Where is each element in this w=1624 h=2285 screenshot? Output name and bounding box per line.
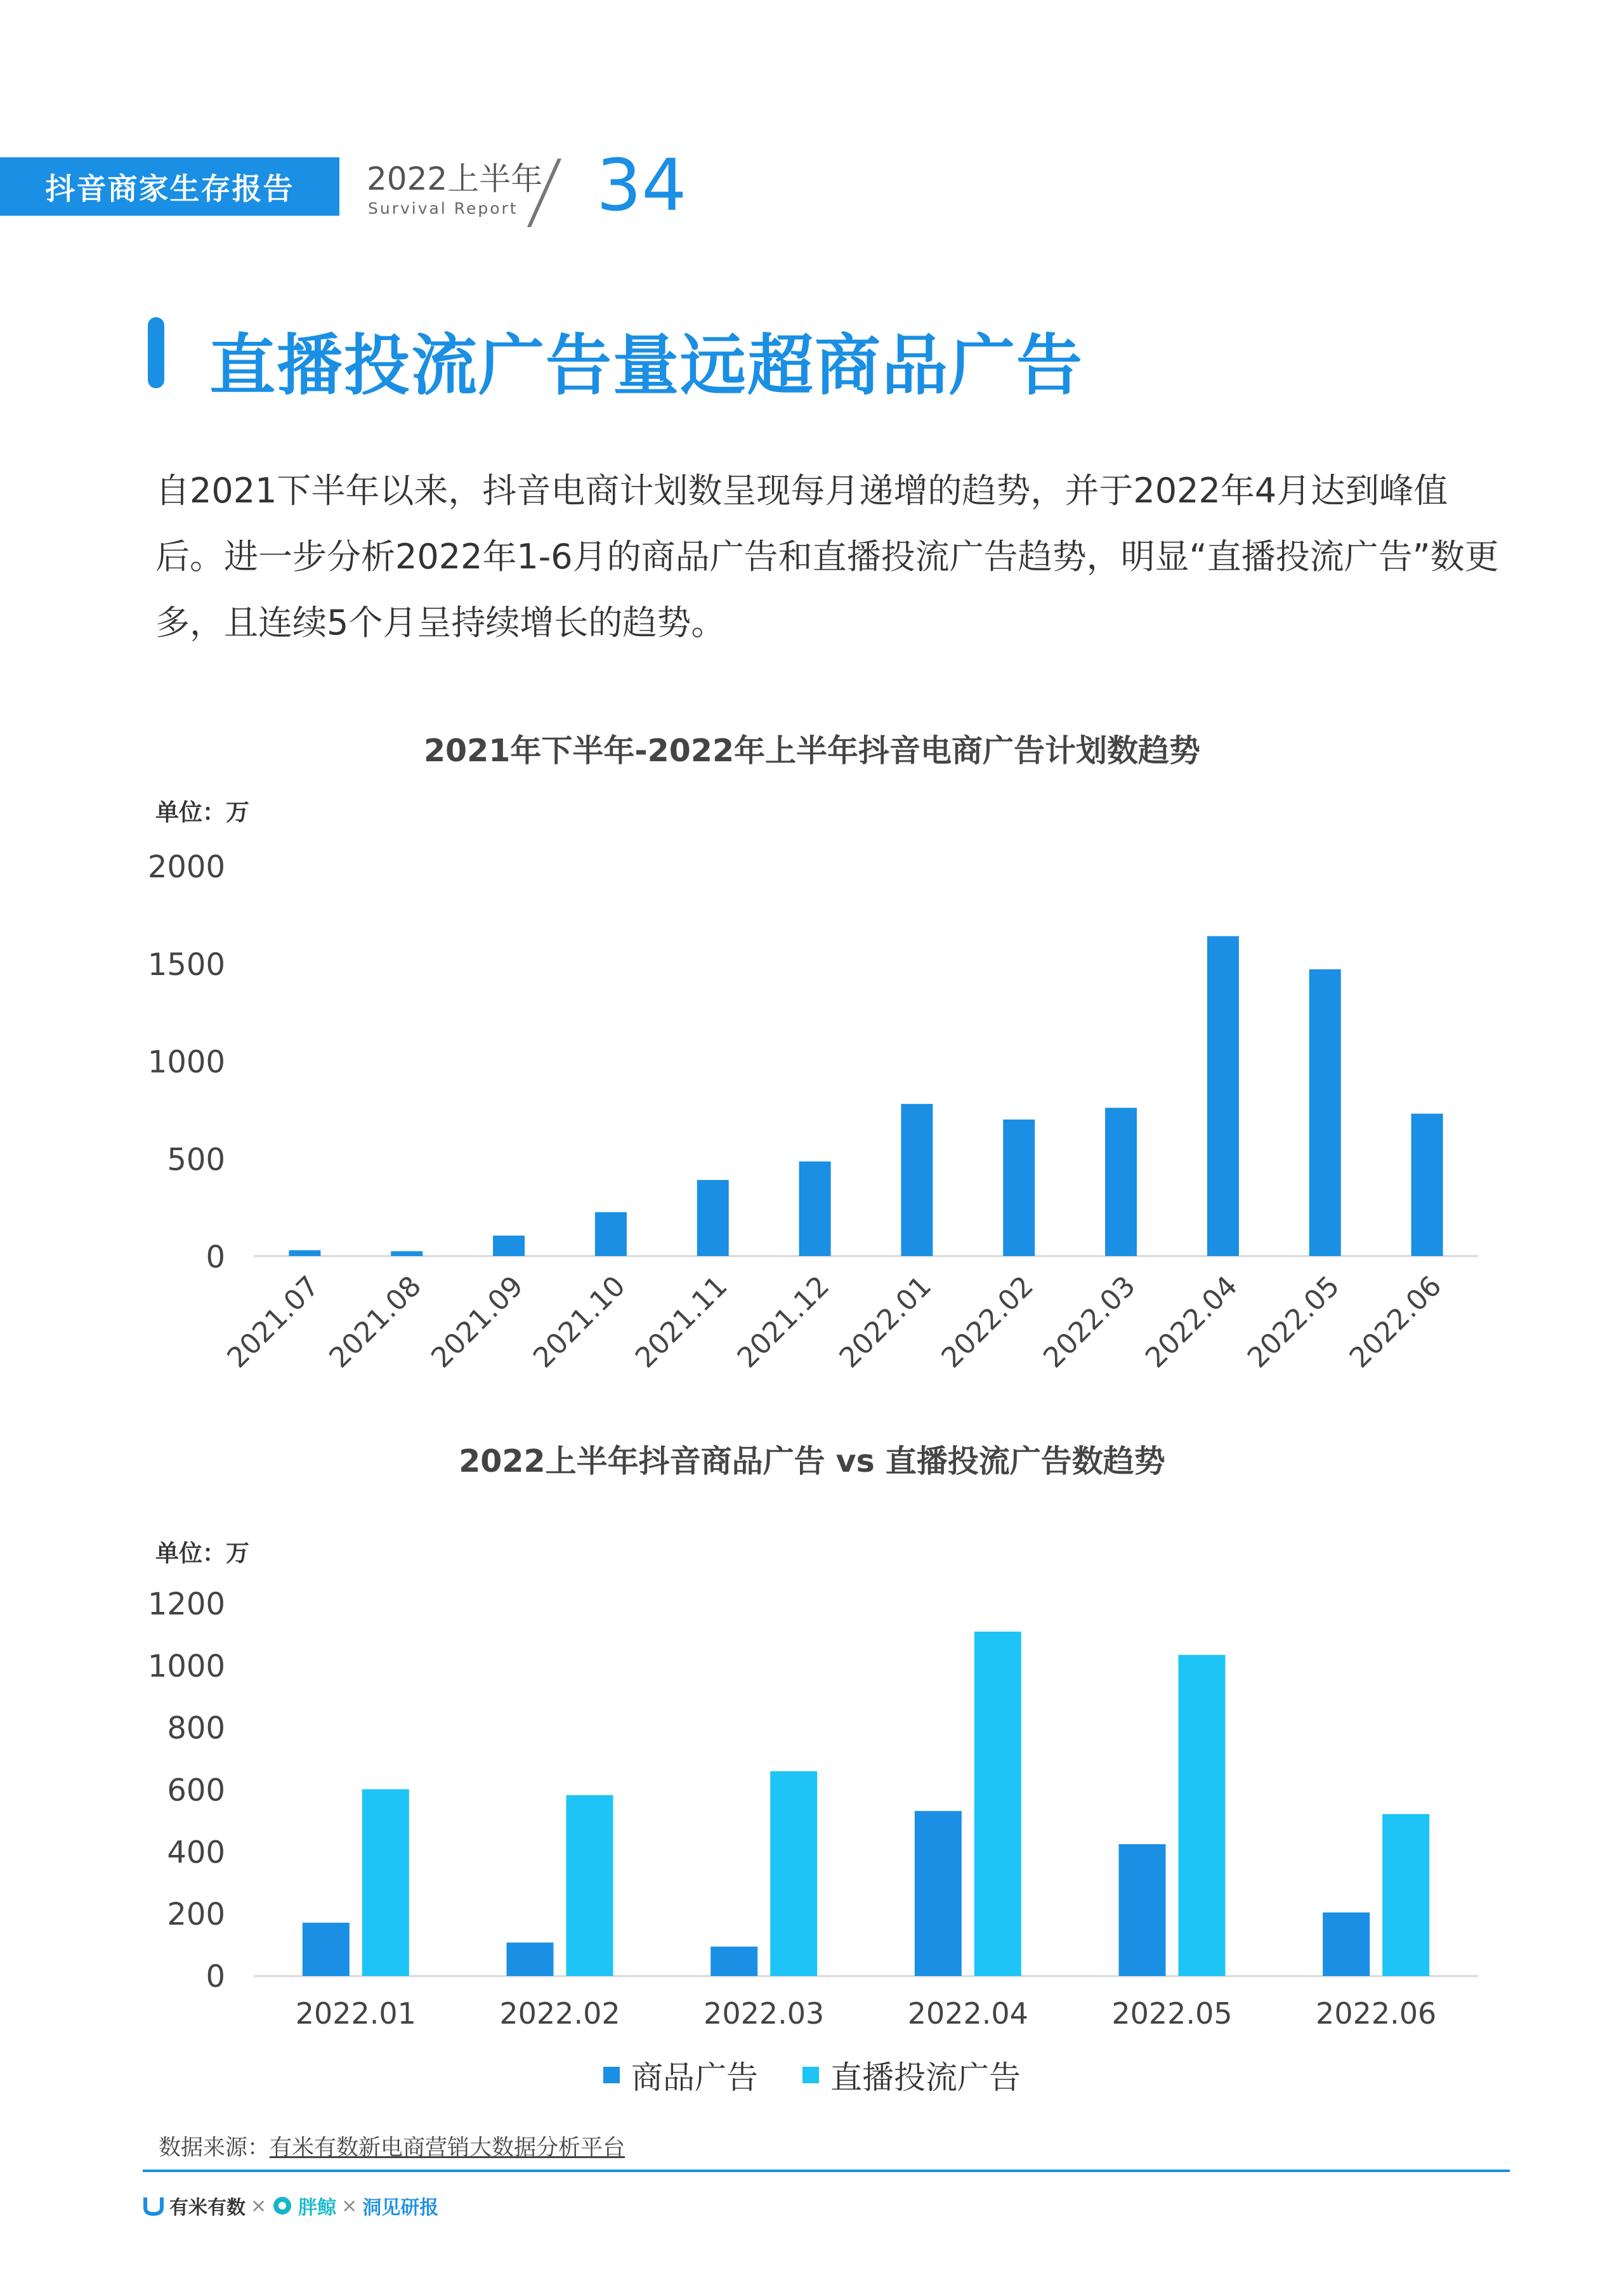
chart1-x-tick: 2022.04 — [1139, 1269, 1244, 1375]
chart2-bar-product-2022.02 — [507, 1942, 554, 1976]
chart2-title: 2022上半年抖音商品广告 vs 直播投流广告数趋势 — [459, 1443, 1165, 1479]
legend-swatch-product-ads — [603, 2067, 620, 2083]
djyanbao-logo-text: 洞见研报 — [362, 2197, 439, 2219]
chart1-bar-2022.02 — [1003, 1120, 1035, 1256]
chart2-bar-live-2022.04 — [974, 1632, 1021, 1976]
chart1-x-tick: 2021.08 — [323, 1269, 428, 1375]
partner-logos — [143, 2192, 438, 2220]
title-accent-bar — [148, 317, 164, 388]
legend-item-live-ads — [802, 2052, 1021, 2098]
chart2-unit-label: 单位：万 — [155, 1540, 249, 1567]
chart2-grouped-bar-chart — [0, 1554, 1624, 2125]
intro-paragraph: 自2021下半年以来，抖音电商计划数呈现每月递增的趋势，并于2022年4月达到峰值后。进一步分析2022年1-6月的商品广告和直播投流广告趋势，明显“直播投流广告”数更多，且连续5个月呈持续增长的趋势。 — [155, 471, 1499, 643]
chart1-x-tick: 2022.02 — [935, 1269, 1040, 1375]
chart1-x-tick: 2021.07 — [221, 1269, 326, 1375]
chart1-y-tick: 0 — [206, 1240, 225, 1275]
chart2-x-tick: 2022.05 — [1111, 1996, 1233, 2031]
legend-item-product-ads — [603, 2052, 758, 2098]
chart1-bar-2021.07 — [289, 1250, 320, 1256]
chart2-y-tick: 800 — [167, 1710, 225, 1746]
chart2-bar-live-2022.06 — [1382, 1814, 1429, 1976]
report-name: 抖音商家生存报告 — [45, 171, 294, 207]
chart2-bar-live-2022.05 — [1179, 1655, 1226, 1976]
chart1-x-tick: 2021.11 — [629, 1269, 734, 1375]
chart1-bar-2022.05 — [1309, 969, 1341, 1256]
chart1-bar-2022.03 — [1105, 1108, 1137, 1256]
chart1-bar-2022.06 — [1411, 1114, 1443, 1256]
chart1-x-tick: 2022.03 — [1037, 1269, 1142, 1375]
chart1-unit-label: 单位：万 — [155, 799, 249, 826]
chart2-bar-product-2022.01 — [303, 1923, 350, 1976]
chart2-x-tick: 2022.04 — [907, 1996, 1028, 2031]
times-sign-1: × — [251, 2194, 267, 2217]
chart1-y-tick: 2000 — [147, 849, 225, 885]
legend-label-product-ads: 商品广告 — [631, 2059, 758, 2096]
chart2-bar-live-2022.01 — [362, 1790, 409, 1976]
legend-swatch-live-ads — [802, 2067, 819, 2083]
source-link[interactable]: 有米有数新电商营销大数据分析平台 — [270, 2135, 625, 2161]
source-prefix: 数据来源： — [159, 2135, 270, 2161]
chart2-legend — [0, 2052, 1624, 2098]
data-source — [159, 2130, 625, 2162]
report-name-banner — [0, 157, 339, 216]
chart1-bar-2022.01 — [901, 1104, 933, 1256]
chart2-y-tick: 1200 — [147, 1587, 225, 1622]
chart1-bar-2021.12 — [799, 1162, 831, 1256]
chart1-x-tick: 2021.12 — [731, 1269, 836, 1375]
chart1-bar-chart — [0, 825, 1624, 1396]
chart2-y-tick: 600 — [167, 1772, 225, 1809]
whale-logo-icon — [272, 2195, 293, 2216]
report-period: 2022上半年 — [367, 160, 543, 197]
chart1-y-tick: 1500 — [147, 946, 225, 983]
chart1-bar-2021.10 — [595, 1212, 627, 1256]
whale-logo-text: 胖鲸 — [298, 2197, 337, 2219]
chart2-x-tick: 2022.01 — [295, 1996, 416, 2031]
chart1-y-tick: 1000 — [147, 1044, 225, 1080]
legend-label-live-ads: 直播投流广告 — [830, 2059, 1021, 2096]
report-subtitle: Survival Report — [368, 199, 518, 218]
chart2-x-tick: 2022.06 — [1316, 1996, 1437, 2031]
chart2-bar-live-2022.02 — [566, 1795, 613, 1976]
chart2-bar-product-2022.03 — [710, 1947, 757, 1976]
chart2-y-tick: 400 — [167, 1835, 225, 1871]
chart1-title: 2021年下半年-2022年上半年抖音电商广告计划数趋势 — [423, 733, 1201, 769]
chart1-x-tick: 2022.01 — [833, 1269, 938, 1375]
chart2-bar-product-2022.05 — [1119, 1844, 1166, 1976]
chart1-bar-2021.11 — [697, 1180, 729, 1256]
chart2-y-tick: 1000 — [147, 1648, 225, 1684]
page-title: 直播投流广告量远超商品广告 — [209, 327, 1084, 404]
chart1-x-tick: 2021.09 — [425, 1269, 530, 1375]
chart1-bar-2022.04 — [1207, 936, 1239, 1256]
chart1-x-tick: 2022.05 — [1241, 1269, 1346, 1375]
chart2-x-tick: 2022.02 — [499, 1996, 620, 2031]
chart2-bar-product-2022.04 — [915, 1811, 962, 1976]
chart2-x-tick: 2022.03 — [704, 1996, 825, 2031]
chart1-x-tick: 2022.06 — [1343, 1269, 1448, 1375]
times-sign-2: × — [341, 2194, 358, 2217]
chart2-bar-product-2022.06 — [1323, 1913, 1370, 1976]
chart1-bar-2021.08 — [391, 1251, 422, 1256]
chart1-bar-2021.09 — [493, 1236, 525, 1256]
youmi-logo-icon — [143, 2195, 164, 2216]
chart1-x-tick: 2021.10 — [527, 1269, 632, 1375]
chart1-y-tick: 500 — [167, 1142, 225, 1178]
youmi-logo-text: 有米有数 — [169, 2197, 246, 2219]
chart2-bar-live-2022.03 — [770, 1771, 817, 1976]
chart2-y-tick: 200 — [167, 1897, 225, 1933]
footer-divider — [143, 2170, 1510, 2172]
chart2-y-tick: 0 — [206, 1959, 225, 1994]
page-number: 34 — [596, 145, 687, 227]
